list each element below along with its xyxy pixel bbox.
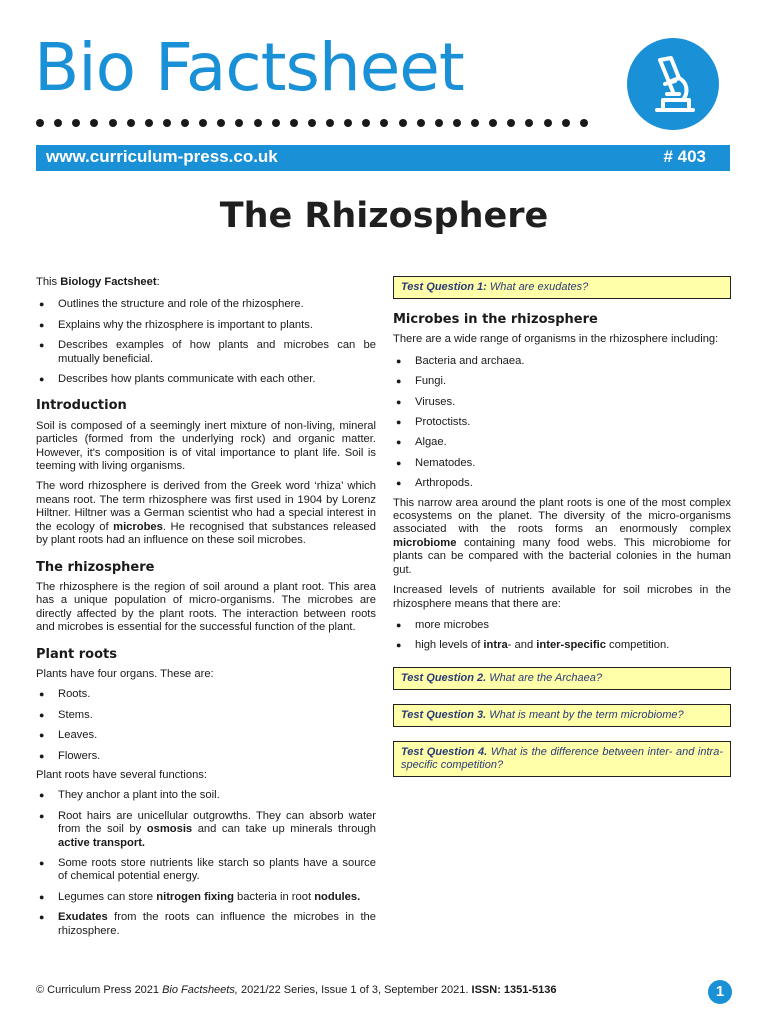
paragraph: Increased levels of nutrients available for soil microbes in the rhizosphere means that there are: xyxy=(393,584,731,610)
footer-copyright xyxy=(36,984,557,996)
list-item: ● Protoctists. xyxy=(393,416,731,429)
divider-dot xyxy=(235,119,243,127)
divider-dot xyxy=(326,119,334,127)
bold-term: microbes xyxy=(113,520,163,533)
divider-dot xyxy=(272,119,280,127)
test-question-text: What are exudates? xyxy=(486,281,589,293)
list-item: ● Roots. xyxy=(36,688,376,701)
list-item: ● They anchor a plant into the soil. xyxy=(36,789,376,802)
list-item xyxy=(36,891,376,904)
organs-list xyxy=(36,688,376,763)
paragraph: Plant roots have several functions: xyxy=(36,768,208,781)
divider-dot xyxy=(453,119,461,127)
divider-dot xyxy=(344,119,352,127)
list-item: ● Fungi. xyxy=(393,375,731,388)
divider-dot xyxy=(471,119,479,127)
list-item: ● Leaves. xyxy=(36,729,376,742)
text: high levels of xyxy=(415,639,484,652)
list-item: ● Flowers. xyxy=(36,750,376,763)
divider-dot xyxy=(72,119,80,127)
paragraph: Soil is composed of a seemingly inert mixture of non-living, mineral particles (formed from the underlying rock) and organic matter. However, it's composition is of vital importance to plant life. Soil is teeming with living organisms. xyxy=(36,419,376,473)
list-item xyxy=(393,639,731,652)
paragraph xyxy=(36,480,376,547)
list-item: ● Stems. xyxy=(36,709,376,722)
list-item: ● Describes examples of how plants and microbes can be mutually beneficial. xyxy=(36,339,376,366)
text: bacteria in root xyxy=(233,890,315,903)
list-item: ● Nematodes. xyxy=(393,457,731,470)
list-item: ● Explains why the rhizosphere is important to plants. xyxy=(36,319,376,332)
section-heading-rhizosphere: The rhizosphere xyxy=(36,559,155,575)
test-question-1 xyxy=(393,276,731,299)
issue-number: # 403 xyxy=(663,147,706,166)
text: 2021/22 Series, Issue 1 of 3, September 2021. xyxy=(237,984,472,996)
divider-dot xyxy=(489,119,497,127)
divider-dot xyxy=(525,119,533,127)
intro-bold: Biology Factsheet xyxy=(60,276,157,288)
divider-dot xyxy=(507,119,515,127)
list-item: ● Outlines the structure and role of the rhizosphere. xyxy=(36,298,376,311)
divider-dot xyxy=(290,119,298,127)
divider-dot xyxy=(54,119,62,127)
divider-dot xyxy=(90,119,98,127)
bold-term: microbiome xyxy=(393,536,457,549)
issn: ISSN: 1351-5136 xyxy=(471,984,557,996)
intro-tail: : xyxy=(156,276,160,288)
nutrient-effects-list xyxy=(393,619,731,653)
list-item: ● Arthropods. xyxy=(393,477,731,490)
text: This narrow area around the plant roots is one of the most complex ecosystems on the planet. The diversity of the micro-organisms associated with the roots forms an enormously complex xyxy=(393,496,731,536)
test-question-label: Test Question 1: xyxy=(401,281,487,293)
section-heading-microbes: Microbes in the rhizosphere xyxy=(393,312,598,327)
list-item: ● Algae. xyxy=(393,436,731,449)
test-question-3 xyxy=(393,704,731,727)
paragraph: Plants have four organs. These are: xyxy=(36,667,214,680)
intro-line xyxy=(36,276,376,289)
header-bar xyxy=(36,145,730,171)
list-item: ● Bacteria and archaea. xyxy=(393,355,731,368)
bold-term: active transport. xyxy=(58,836,146,849)
brand-title: Bio Factsheet xyxy=(34,29,464,106)
text: . He recognised that substances released by plant roots had an influence on these soil microbes. xyxy=(36,520,376,547)
test-question-text: What is the difference between inter- and intra-specific competition? xyxy=(401,745,723,771)
divider-dot xyxy=(127,119,135,127)
test-question-2 xyxy=(393,667,731,690)
divider-dot xyxy=(562,119,570,127)
divider-dot xyxy=(199,119,207,127)
paragraph: There are a wide range of organisms in the rhizosphere including: xyxy=(393,333,719,346)
intro-bullet-list xyxy=(36,298,376,386)
divider-dot xyxy=(109,119,117,127)
test-question-label: Test Question 3. xyxy=(401,708,487,721)
test-question-label: Test Question 2. xyxy=(401,671,487,684)
text: © Curriculum Press 2021 xyxy=(36,984,163,996)
page-title: The Rhizosphere xyxy=(219,196,549,236)
text: Root hairs are unicellular outgrowths. They can absorb water from the soil by xyxy=(58,809,376,836)
section-heading-introduction: Introduction xyxy=(36,398,127,414)
bold-term: intra xyxy=(483,639,508,652)
divider-dot xyxy=(36,119,44,127)
divider-dot xyxy=(362,119,370,127)
test-question-label: Test Question 4. xyxy=(401,745,488,758)
text: containing many food webs. This microbiome for plants can be compared with the bacterial colonies in the human gut. xyxy=(393,536,731,576)
text: competition. xyxy=(605,639,670,652)
divider-dot xyxy=(163,119,171,127)
dot-divider xyxy=(36,119,588,129)
bold-term: nitrogen fixing xyxy=(156,890,234,903)
test-question-text: What are the Archaea? xyxy=(486,671,602,684)
divider-dot xyxy=(181,119,189,127)
paragraph: The rhizosphere is the region of soil around a plant root. This area has a unique population of micro-organisms. The microbes are directly affected by the plant roots. The interaction between roots and microbes is essential for the successful function of the plant. xyxy=(36,580,376,634)
list-item: ● Describes how plants communicate with each other. xyxy=(36,373,376,386)
left-column xyxy=(36,276,376,945)
divider-dot xyxy=(580,119,588,127)
functions-list xyxy=(36,789,376,938)
text: The word rhizosphere is derived from the Greek word ‘rhiza’ which means root. The term rhizosphere was first used in 1904 by Lorenz Hiltner. Hiltner was a German scientist who had a special interest in the ecology of xyxy=(36,480,376,533)
test-question-text: What is meant by the term microbiome? xyxy=(486,708,684,721)
section-heading-plant-roots: Plant roots xyxy=(36,646,117,662)
page-number: 1 xyxy=(708,980,732,1004)
divider-dot xyxy=(380,119,388,127)
list-item: ● more microbes xyxy=(393,619,731,632)
list-item: ● Viruses. xyxy=(393,396,731,409)
divider-dot xyxy=(399,119,407,127)
website-link[interactable]: www.curriculum-press.co.uk xyxy=(46,147,278,166)
list-item xyxy=(36,911,376,938)
divider-dot xyxy=(308,119,316,127)
text: and can take up minerals through xyxy=(192,823,376,836)
divider-dot xyxy=(217,119,225,127)
microscope-icon xyxy=(627,38,719,130)
test-question-4 xyxy=(393,741,731,777)
intro-lead: This xyxy=(36,276,61,288)
bold-term: inter-specific xyxy=(536,639,606,652)
text: Bio Factsheets, xyxy=(162,984,238,996)
text: Legumes can store xyxy=(58,890,157,903)
divider-dot xyxy=(435,119,443,127)
text: - and xyxy=(507,639,537,652)
bold-term: nodules. xyxy=(314,890,361,903)
divider-dot xyxy=(145,119,153,127)
divider-dot xyxy=(254,119,262,127)
list-item: ● Some roots store nutrients like starch so plants have a source of chemical potential energy. xyxy=(36,857,376,884)
bold-term: Exudates xyxy=(58,911,108,924)
divider-dot xyxy=(417,119,425,127)
right-column xyxy=(393,276,731,791)
list-item xyxy=(36,810,376,850)
organisms-list xyxy=(393,355,731,491)
text: from the roots can influence the microbes in the rhizosphere. xyxy=(58,911,376,937)
paragraph xyxy=(393,497,731,577)
bold-term: osmosis xyxy=(146,823,193,836)
divider-dot xyxy=(544,119,552,127)
